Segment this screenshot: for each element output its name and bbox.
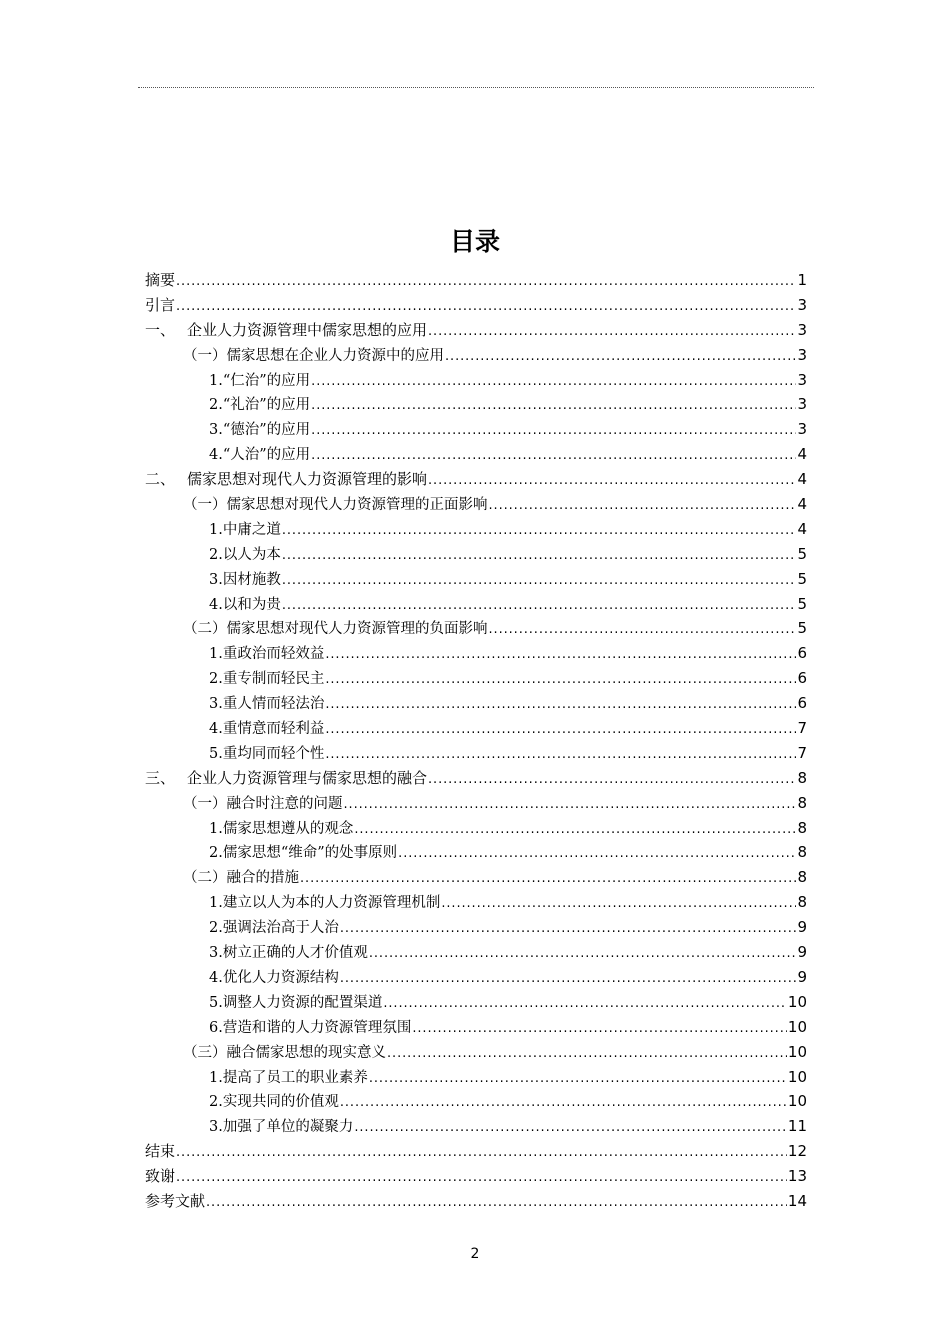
- toc-entry-page: 10: [787, 1092, 807, 1111]
- toc-dot-leader: [340, 1091, 787, 1116]
- toc-entry[interactable]: [145, 840, 807, 865]
- toc-entry[interactable]: [145, 592, 807, 617]
- toc-entry-text: 6.营造和谐的人力资源管理氛围: [209, 1019, 412, 1036]
- toc-entry[interactable]: [145, 766, 807, 791]
- toc-dot-leader: [311, 370, 796, 395]
- toc-entry-text: （一）儒家思想对现代人力资源管理的正面影响: [183, 497, 488, 514]
- toc-entry-page: 12: [787, 1142, 807, 1161]
- toc-dot-leader: [282, 519, 797, 544]
- toc-entry-text: （二）儒家思想对现代人力资源管理的负面影响: [183, 621, 488, 638]
- toc-entry[interactable]: [145, 716, 807, 741]
- toc-entry-text: 3.因材施教: [209, 571, 281, 588]
- toc-dot-leader: [176, 270, 796, 295]
- toc-entry[interactable]: [145, 442, 807, 467]
- toc-entry-page: 1: [797, 271, 807, 289]
- toc-dot-leader: [176, 295, 796, 320]
- toc-entry-text: 致谢: [145, 1167, 176, 1186]
- toc-entry[interactable]: [145, 492, 807, 517]
- toc-entry-text: 摘要: [145, 271, 176, 289]
- toc-entry[interactable]: [145, 542, 807, 567]
- toc-entry-text: 4.优化人力资源结构: [209, 969, 339, 986]
- toc-entry-page: 6: [797, 694, 807, 713]
- toc-entry-page: 9: [797, 967, 807, 986]
- toc-dot-leader: [344, 793, 797, 818]
- toc-entry[interactable]: [145, 293, 807, 318]
- toc-entry-text: 4.以和为贵: [209, 596, 281, 613]
- toc-entry-text: 4.“人治”的应用: [209, 447, 311, 464]
- toc-entry[interactable]: [145, 343, 807, 368]
- toc-dot-leader: [428, 469, 796, 494]
- toc-entry[interactable]: [145, 990, 807, 1015]
- toc-entry[interactable]: [145, 467, 807, 492]
- toc-dot-leader: [311, 444, 796, 469]
- toc-dot-leader: [354, 818, 796, 843]
- toc-dot-leader: [489, 494, 797, 519]
- toc-entry[interactable]: [145, 1189, 807, 1214]
- toc-entry-page: 13: [787, 1167, 807, 1186]
- table-of-contents: [145, 268, 807, 1214]
- toc-entry[interactable]: [145, 691, 807, 716]
- toc-entry-page: 3: [797, 320, 807, 339]
- toc-entry[interactable]: [145, 368, 807, 393]
- toc-entry[interactable]: [145, 641, 807, 666]
- toc-entry-text: 4.重情意而轻利益: [209, 721, 325, 738]
- toc-entry-page: 5: [797, 594, 807, 613]
- toc-entry[interactable]: [145, 517, 807, 542]
- toc-dot-leader: [354, 1116, 787, 1141]
- toc-dot-leader: [282, 544, 797, 569]
- toc-entry-page: 6: [797, 669, 807, 688]
- toc-entry-text: 1.提高了员工的职业素养: [209, 1069, 368, 1086]
- toc-entry-number: 三、: [145, 768, 176, 787]
- toc-dot-leader: [325, 643, 796, 668]
- toc-entry-text: 引言: [145, 295, 176, 314]
- toc-entry-page: 10: [787, 1067, 807, 1086]
- toc-dot-leader: [340, 917, 797, 942]
- toc-entry-page: 8: [797, 893, 807, 912]
- toc-entry-text: 2.“礼治”的应用: [209, 397, 311, 414]
- toc-entry-page: 3: [797, 370, 807, 389]
- toc-entry-text: 5.重均同而轻个性: [209, 745, 325, 762]
- toc-entry[interactable]: [145, 940, 807, 965]
- toc-entry-page: 3: [797, 395, 807, 414]
- toc-entry-page: 8: [797, 868, 807, 887]
- toc-entry[interactable]: [145, 741, 807, 766]
- toc-entry-text: （二）融合的措施: [183, 870, 299, 887]
- toc-entry-page: 3: [797, 420, 807, 439]
- toc-entry-page: 4: [797, 519, 807, 538]
- toc-entry-text: 1.儒家思想遵从的观念: [209, 820, 354, 837]
- toc-entry-number: 一、: [145, 320, 176, 339]
- toc-dot-leader: [325, 668, 796, 693]
- toc-entry-page: 10: [787, 992, 807, 1011]
- toc-dot-leader: [300, 867, 796, 892]
- toc-entry-page: 10: [787, 1017, 807, 1036]
- toc-entry-page: 8: [797, 818, 807, 837]
- toc-entry-text: 1.建立以人为本的人力资源管理机制: [209, 895, 441, 912]
- toc-dot-leader: [398, 842, 796, 867]
- toc-entry-text: （三）融合儒家思想的现实意义: [183, 1044, 386, 1061]
- toc-entry-text: 参考文献: [145, 1191, 206, 1210]
- toc-dot-leader: [369, 1067, 787, 1092]
- page-number: 2: [470, 1246, 480, 1262]
- toc-entry-text: 结束: [145, 1142, 176, 1161]
- toc-dot-leader: [428, 768, 796, 793]
- toc-entry-page: 5: [797, 619, 807, 638]
- toc-entry-text: 3.“德治”的应用: [209, 422, 311, 439]
- toc-entry-text: 1.中庸之道: [209, 521, 281, 538]
- toc-entry-number: 二、: [145, 470, 176, 489]
- toc-title: 目录: [449, 227, 500, 256]
- toc-entry-page: 9: [797, 918, 807, 937]
- toc-entry-page: 5: [797, 544, 807, 563]
- toc-entry-page: 7: [797, 743, 807, 762]
- toc-entry[interactable]: [145, 666, 807, 691]
- toc-dot-leader: [340, 967, 797, 992]
- toc-dot-leader: [489, 618, 797, 643]
- toc-entry-text: 企业人力资源管理中儒家思想的应用: [187, 320, 428, 339]
- toc-entry[interactable]: [145, 417, 807, 442]
- toc-entry-text: 3.树立正确的人才价值观: [209, 945, 368, 962]
- toc-entry-page: 8: [797, 843, 807, 862]
- toc-entry-text: 1.“仁治”的应用: [209, 372, 311, 389]
- toc-dot-leader: [325, 718, 796, 743]
- toc-entry-page: 5: [797, 569, 807, 588]
- toc-dot-leader: [311, 419, 796, 444]
- toc-dot-leader: [445, 345, 796, 370]
- toc-entry-text: 2.强调法治高于人治: [209, 920, 339, 937]
- toc-entry-text: 5.调整人力资源的配置渠道: [209, 994, 383, 1011]
- toc-entry-text: 2.儒家思想“维命”的处事原则: [209, 845, 398, 862]
- toc-dot-leader: [282, 594, 797, 619]
- toc-dot-leader: [412, 1017, 787, 1042]
- toc-dot-leader: [428, 320, 796, 345]
- toc-entry-text: 1.重政治而轻效益: [209, 646, 325, 663]
- toc-dot-leader: [369, 942, 797, 967]
- toc-entry[interactable]: [145, 616, 807, 641]
- toc-entry[interactable]: [145, 816, 807, 841]
- toc-entry[interactable]: [145, 268, 807, 293]
- toc-entry-page: 7: [797, 719, 807, 738]
- toc-entry-page: 4: [797, 470, 807, 489]
- toc-entry-text: 3.重人情而轻法治: [209, 696, 325, 713]
- toc-entry-text: 2.实现共同的价值观: [209, 1094, 339, 1111]
- toc-dot-leader: [311, 394, 796, 419]
- toc-entry-page: 4: [797, 495, 807, 514]
- toc-entry[interactable]: [145, 1114, 807, 1139]
- toc-entry-text: （一）儒家思想在企业人力资源中的应用: [183, 347, 444, 364]
- toc-entry[interactable]: [145, 915, 807, 940]
- header-divider: [138, 87, 814, 88]
- toc-entry[interactable]: [145, 1065, 807, 1090]
- toc-dot-leader: [325, 693, 796, 718]
- toc-entry[interactable]: [145, 1040, 807, 1065]
- toc-entry-page: 9: [797, 943, 807, 962]
- toc-dot-leader: [206, 1191, 787, 1216]
- toc-dot-leader: [387, 1042, 787, 1067]
- toc-entry-text: 儒家思想对现代人力资源管理的影响: [187, 470, 428, 489]
- toc-entry[interactable]: [145, 567, 807, 592]
- toc-entry[interactable]: [145, 791, 807, 816]
- toc-dot-leader: [325, 743, 796, 768]
- toc-entry-text: 企业人力资源管理与儒家思想的融合: [187, 768, 428, 787]
- toc-entry-page: 8: [797, 793, 807, 812]
- toc-entry[interactable]: [145, 318, 807, 343]
- toc-entry-page: 4: [797, 445, 807, 464]
- toc-entry-page: 3: [797, 345, 807, 364]
- toc-entry-page: 10: [787, 1042, 807, 1061]
- toc-entry[interactable]: [145, 1139, 807, 1164]
- toc-dot-leader: [176, 1166, 787, 1191]
- toc-dot-leader: [282, 569, 797, 594]
- toc-entry-text: 3.加强了单位的凝聚力: [209, 1119, 354, 1136]
- toc-entry[interactable]: [145, 1164, 807, 1189]
- toc-entry-page: 8: [797, 768, 807, 787]
- toc-entry-page: 14: [787, 1191, 807, 1210]
- toc-entry[interactable]: [145, 965, 807, 990]
- toc-entry[interactable]: [145, 1015, 807, 1040]
- toc-entry-text: 2.重专制而轻民主: [209, 671, 325, 688]
- toc-dot-leader: [441, 892, 796, 917]
- toc-entry-page: 6: [797, 644, 807, 663]
- toc-dot-leader: [176, 1141, 787, 1166]
- toc-entry[interactable]: [145, 865, 807, 890]
- toc-entry[interactable]: [145, 392, 807, 417]
- toc-entry[interactable]: [145, 1089, 807, 1114]
- toc-entry-page: 11: [787, 1117, 807, 1136]
- toc-entry-page: 3: [797, 295, 807, 314]
- toc-entry-text: 2.以人为本: [209, 546, 281, 563]
- toc-dot-leader: [383, 992, 787, 1017]
- toc-entry[interactable]: [145, 890, 807, 915]
- toc-entry-text: （一）融合时注意的问题: [183, 795, 343, 812]
